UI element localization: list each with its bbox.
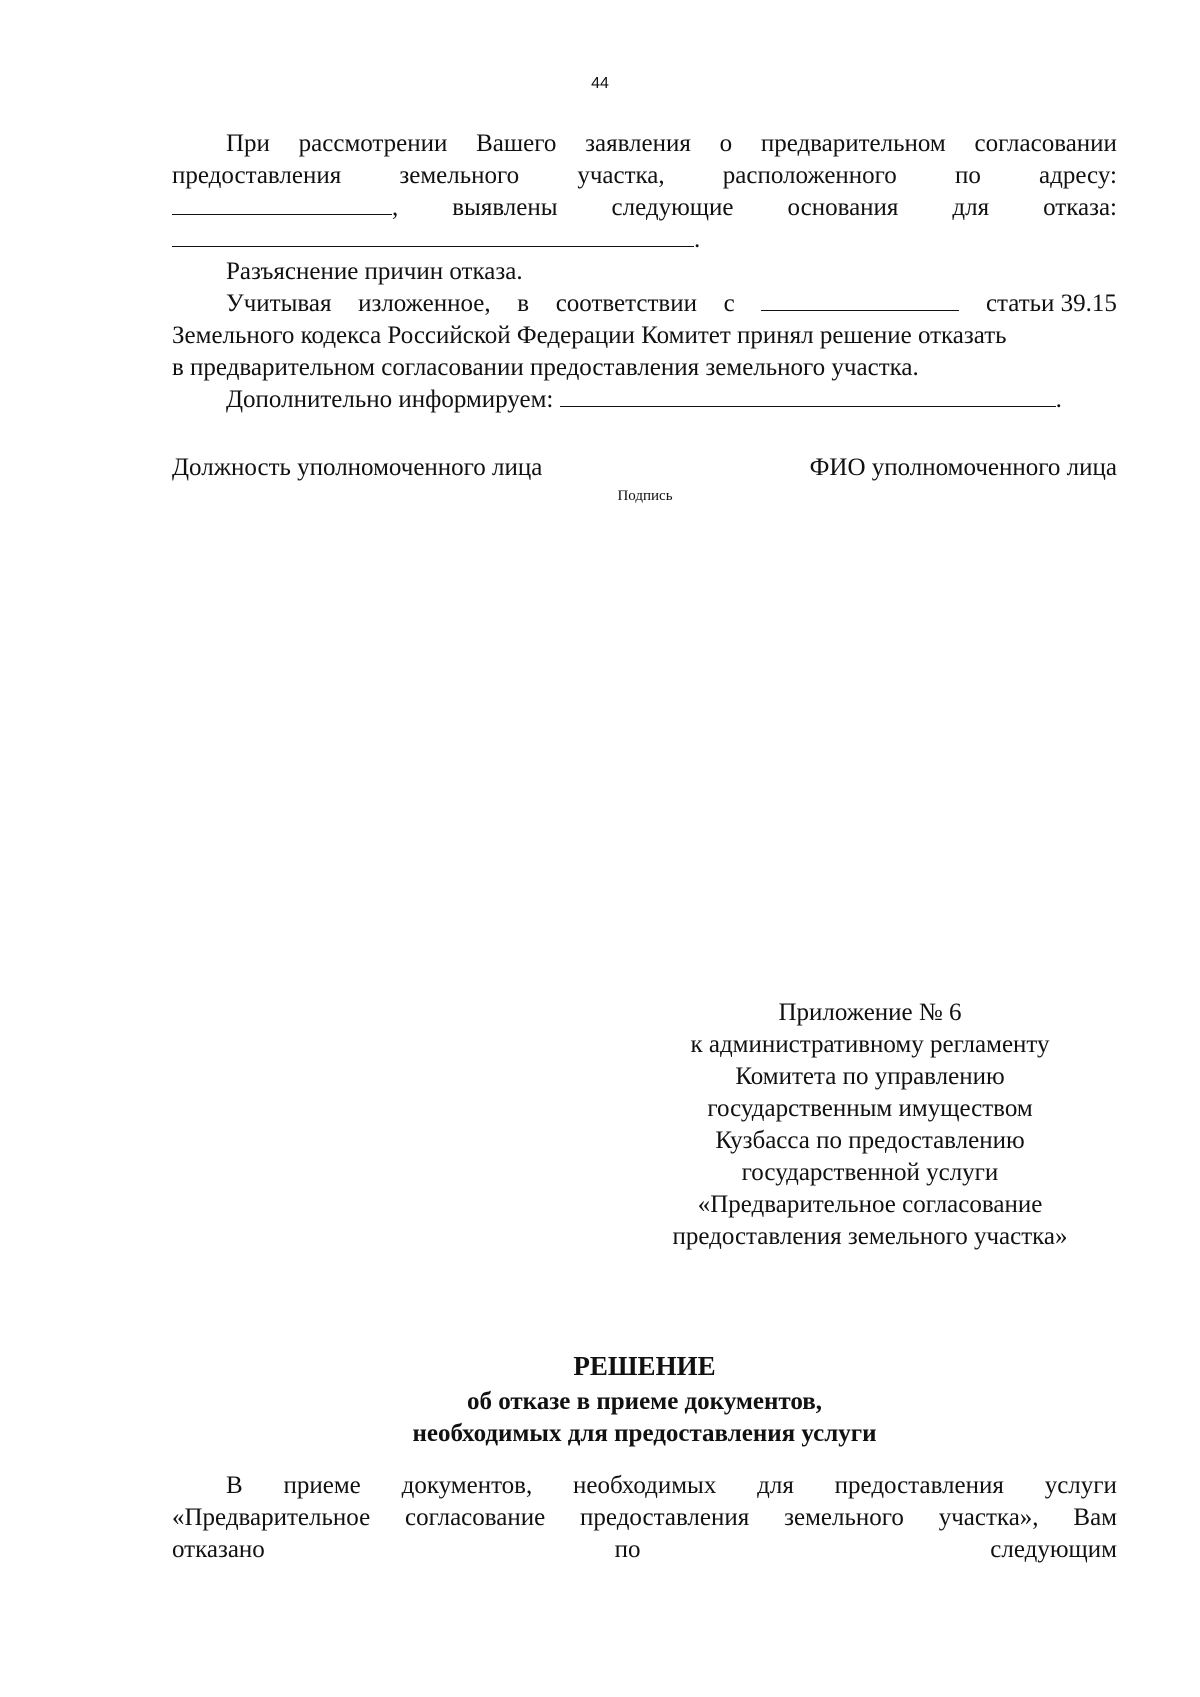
decision-body-line-2: «Предварительное согласование предоставления земельного участка», Вам [172,1504,1117,1531]
notice-line-2: предоставления земельного участка, расположенного по адресу: [172,162,1117,189]
decision-text-line-1: Земельного кодекса Российской Федерации Комитет принял решение отказать [172,322,1007,349]
appendix-line: к административному регламенту [690,1031,1050,1058]
additional-info-blank[interactable] [560,384,1056,407]
address-blank[interactable] [172,192,392,215]
refusal-grounds-blank[interactable] [172,224,694,247]
notice-line-3: , выявлены следующие основания для отказа: [172,192,1117,224]
appendix-reference [640,997,1100,1253]
considering-line: Учитывая изложенное, в соответствии с статьи 39.15 [226,290,1117,317]
decision-subtitle-1: об отказе в приеме документов, [466,1388,823,1415]
page-number: 44 [591,75,609,92]
decision-body-line-3: отказано по следующим [172,1536,1117,1563]
appendix-line: государственным имуществом [707,1095,1033,1122]
appendix-line: Приложение № 6 [778,999,962,1026]
authorized-position: Должность уполномоченного лица [172,454,543,481]
appendix-line: предоставления земельного участка» [672,1223,1068,1250]
decision-body-line-1: В приеме документов, необходимых для предоставления услуги [226,1472,1117,1499]
decision-text-line-2: в предварительном согласовании предоставления земельного участка. [172,354,919,381]
signature-block [172,452,1117,484]
signature-caption: Подпись [617,488,673,504]
appendix-line: Комитета по управлению [735,1063,1005,1090]
decision-subtitle-2: необходимых для предоставления услуги [412,1420,877,1447]
decision-title: РЕШЕНИЕ [573,1351,716,1381]
notice-line-1: При рассмотрении Вашего заявления о предварительном согласовании [226,130,1117,157]
appendix-line: «Предварительное согласование [697,1191,1043,1218]
appendix-line: государственной услуги [741,1159,999,1186]
explanation-text: Разъяснение причин отказа. [226,258,523,285]
notice-line-4: . [172,224,1117,256]
authorized-name: ФИО уполномоченного лица [809,454,1117,481]
legal-clause-blank[interactable] [761,288,959,311]
additional-info-line: Дополнительно информируем: . [226,386,1062,413]
appendix-line: Кузбасса по предоставлению [715,1127,1025,1154]
